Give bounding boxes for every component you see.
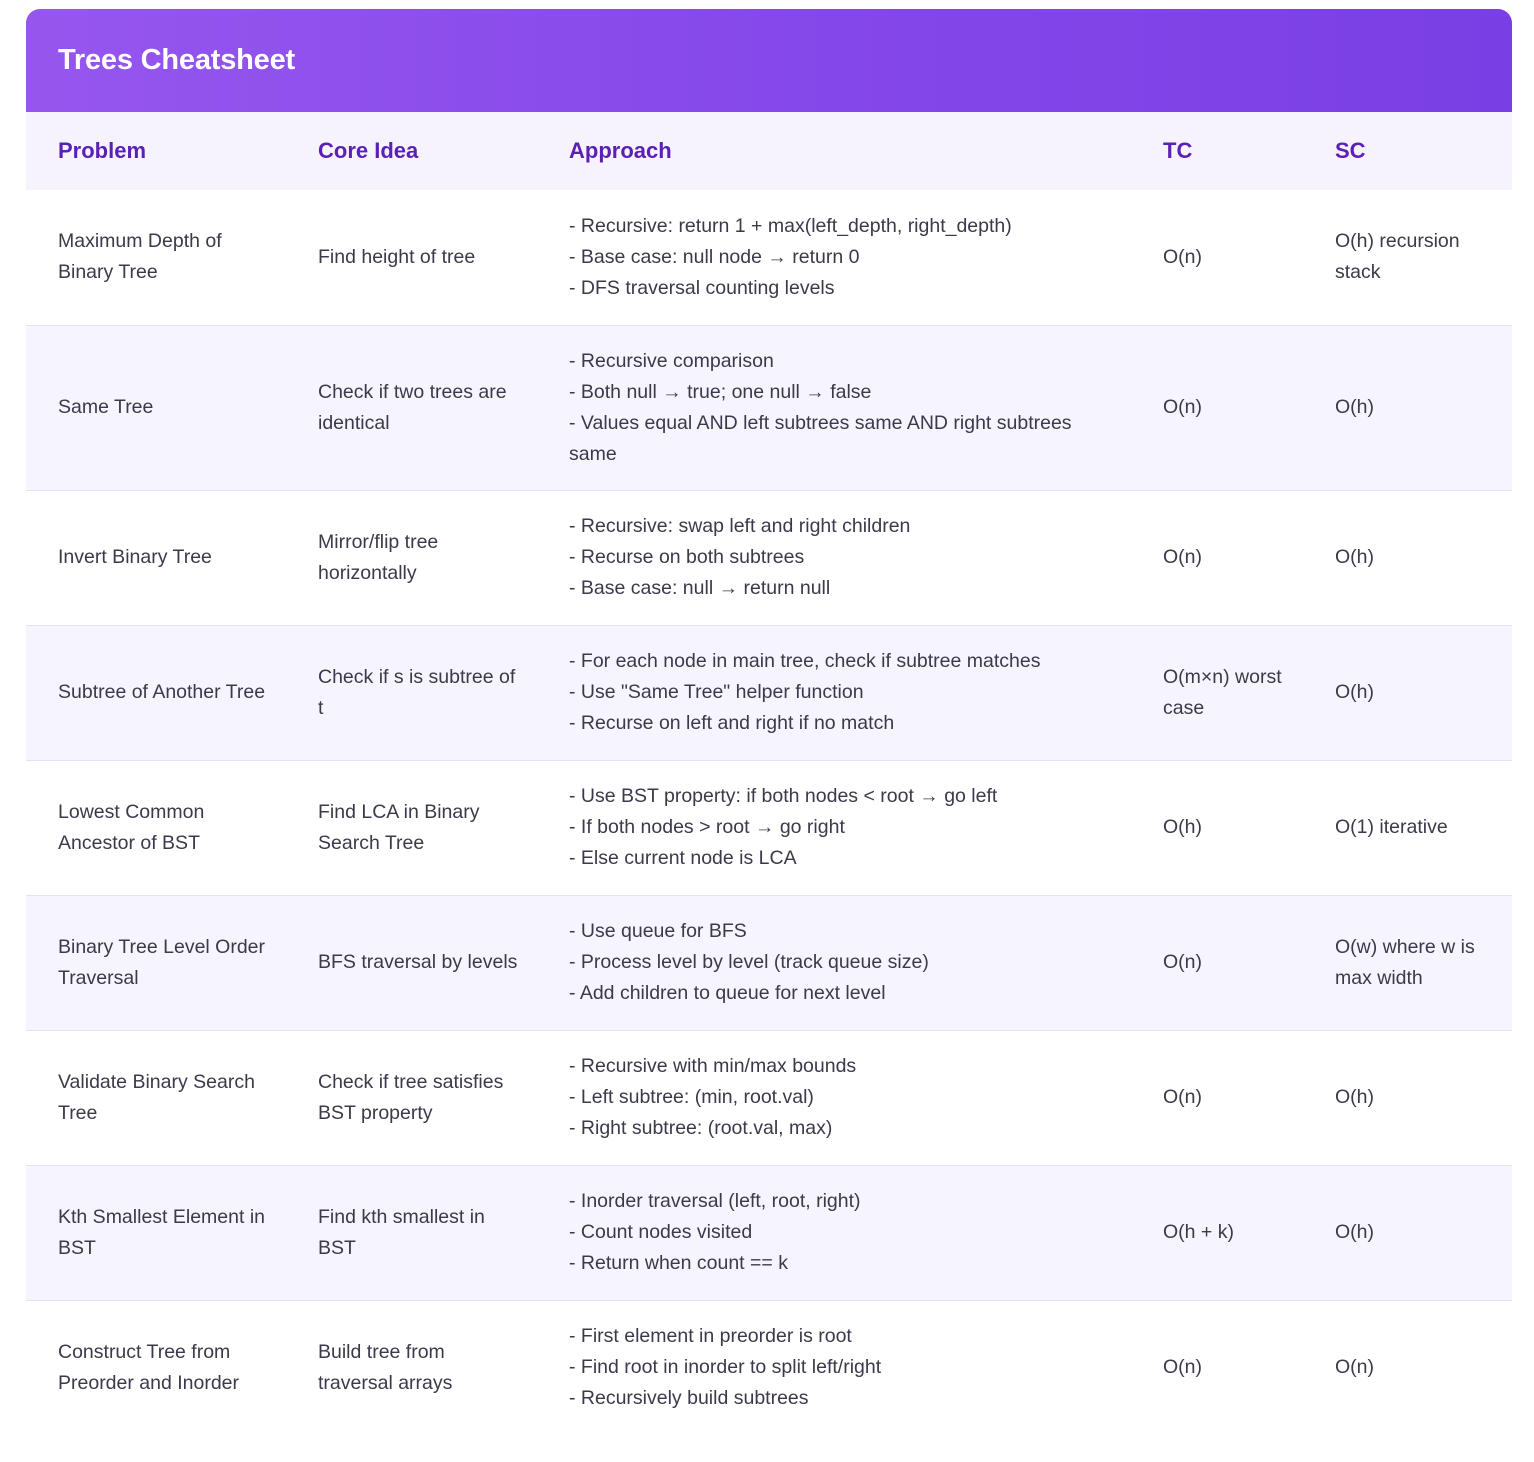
table-row	[26, 760, 1512, 895]
approach-line: - Find root in inorder to split left/right	[569, 1356, 882, 1379]
cell-problem: Lowest Common Ancestor of BST	[26, 760, 286, 895]
approach-line: - Recursively build subtrees	[569, 1387, 809, 1410]
cell-problem: Construct Tree from Preorder and Inorder	[58, 1340, 240, 1394]
table-row	[26, 490, 1512, 625]
column-header-core-idea: Core Idea	[286, 112, 537, 190]
cell-sc: O(h)	[1303, 490, 1512, 625]
cell-tc: O(n)	[1131, 895, 1303, 1030]
table-row	[26, 190, 1512, 325]
approach-line: - Else current node is LCA	[569, 847, 797, 869]
cell-core-idea: Check if two trees are identical	[286, 325, 537, 490]
table-header-row	[26, 112, 1512, 190]
cell-approach	[537, 1300, 1131, 1435]
page-title: Trees Cheatsheet	[58, 44, 295, 76]
cell-problem: Invert Binary Tree	[26, 490, 286, 625]
approach-line: - Add children to queue for next level	[569, 982, 886, 1004]
approach-line: - Both null → true; one null → false	[569, 380, 872, 403]
table-row	[26, 625, 1512, 760]
approach-line: - DFS traversal counting levels	[569, 276, 835, 299]
cheatsheet-card	[26, 9, 1512, 1435]
approach-line: - Process level by level (track queue size)	[569, 951, 929, 973]
cell-tc: O(h + k)	[1131, 1165, 1303, 1300]
cell-sc: O(h)	[1303, 325, 1512, 490]
approach-line: - Base case: null node → return 0	[569, 245, 860, 268]
approach-line: - Recurse on left and right if no match	[569, 712, 895, 734]
cell-approach	[537, 1030, 1131, 1165]
approach-line: - Use queue for BFS	[569, 920, 747, 942]
approach-line: - Count nodes visited	[569, 1221, 753, 1243]
cell-core-idea: Find kth smallest in BST	[286, 1165, 537, 1300]
column-header-problem: Problem	[26, 112, 286, 190]
column-header-approach: Approach	[537, 112, 1131, 190]
cell-core-idea: Find LCA in Binary Search Tree	[286, 760, 537, 895]
cell-sc: O(h)	[1303, 1165, 1512, 1300]
cell-tc: O(n)	[1131, 325, 1303, 490]
approach-line: - Recursive comparison	[569, 349, 774, 372]
approach-line: - Values equal AND left subtrees same AND right subtrees same	[569, 411, 1072, 465]
cell-approach	[537, 625, 1131, 760]
approach-line: - Inorder traversal (left, root, right)	[569, 1190, 861, 1212]
cell-tc: O(n)	[1131, 190, 1303, 325]
cell-sc: O(h)	[1303, 625, 1512, 760]
cell-sc: O(h) recursion stack	[1303, 190, 1512, 325]
cell-tc: O(m×n) worst case	[1131, 625, 1303, 760]
column-header-sc: SC	[1303, 112, 1512, 190]
cell-approach	[537, 190, 1131, 325]
approach-line: - Base case: null → return null	[569, 577, 831, 599]
approach-line: - Recursive with min/max bounds	[569, 1055, 857, 1077]
cheatsheet-table	[26, 112, 1512, 1435]
approach-line: - Left subtree: (min, root.val)	[569, 1086, 814, 1108]
table-row	[26, 1300, 1512, 1435]
cell-problem: Validate Binary Search Tree	[26, 1030, 286, 1165]
table-row	[26, 1165, 1512, 1300]
cell-tc: O(n)	[1131, 490, 1303, 625]
approach-line: - Recursive: return 1 + max(left_depth, right_depth)	[569, 214, 1012, 237]
cell-sc: O(w) where w is max width	[1303, 895, 1512, 1030]
cell-core-idea: Find height of tree	[286, 190, 537, 325]
table-row	[26, 325, 1512, 490]
cell-approach	[537, 760, 1131, 895]
cell-problem: Kth Smallest Element in BST	[26, 1165, 286, 1300]
cell-problem: Maximum Depth of Binary Tree	[26, 190, 286, 325]
cell-sc: O(1) iterative	[1303, 760, 1512, 895]
cell-approach	[537, 895, 1131, 1030]
cell-approach	[537, 325, 1131, 490]
cell-tc: O(n)	[1131, 1030, 1303, 1165]
cell-approach	[537, 1165, 1131, 1300]
approach-line: - Use BST property: if both nodes < root → go left	[569, 785, 998, 807]
cell-problem: Binary Tree Level Order Traversal	[26, 895, 286, 1030]
cell-sc: O(n)	[1335, 1356, 1374, 1379]
approach-line: - Right subtree: (root.val, max)	[569, 1117, 833, 1139]
cell-core-idea: Build tree from traversal arrays	[318, 1340, 453, 1394]
column-header-tc: TC	[1131, 112, 1303, 190]
cell-core-idea: Check if tree satisfies BST property	[286, 1030, 537, 1165]
cell-problem: Subtree of Another Tree	[26, 625, 286, 760]
table-row	[26, 895, 1512, 1030]
cell-tc: O(n)	[1163, 1356, 1202, 1379]
approach-line: - Use "Same Tree" helper function	[569, 681, 864, 703]
cheatsheet-header	[26, 9, 1512, 112]
approach-line: - If both nodes > root → go right	[569, 816, 845, 838]
approach-line: - Recurse on both subtrees	[569, 546, 805, 568]
cell-problem: Same Tree	[26, 325, 286, 490]
table-row	[26, 1030, 1512, 1165]
cell-core-idea: BFS traversal by levels	[286, 895, 537, 1030]
approach-line: - First element in preorder is root	[569, 1325, 852, 1348]
cell-core-idea: Mirror/flip tree horizontally	[286, 490, 537, 625]
cell-core-idea: Check if s is subtree of t	[286, 625, 537, 760]
approach-line: - For each node in main tree, check if subtree matches	[569, 650, 1041, 672]
cell-approach	[537, 490, 1131, 625]
approach-line: - Recursive: swap left and right children	[569, 515, 911, 537]
cell-tc: O(h)	[1131, 760, 1303, 895]
cell-sc: O(h)	[1303, 1030, 1512, 1165]
approach-line: - Return when count == k	[569, 1252, 788, 1274]
